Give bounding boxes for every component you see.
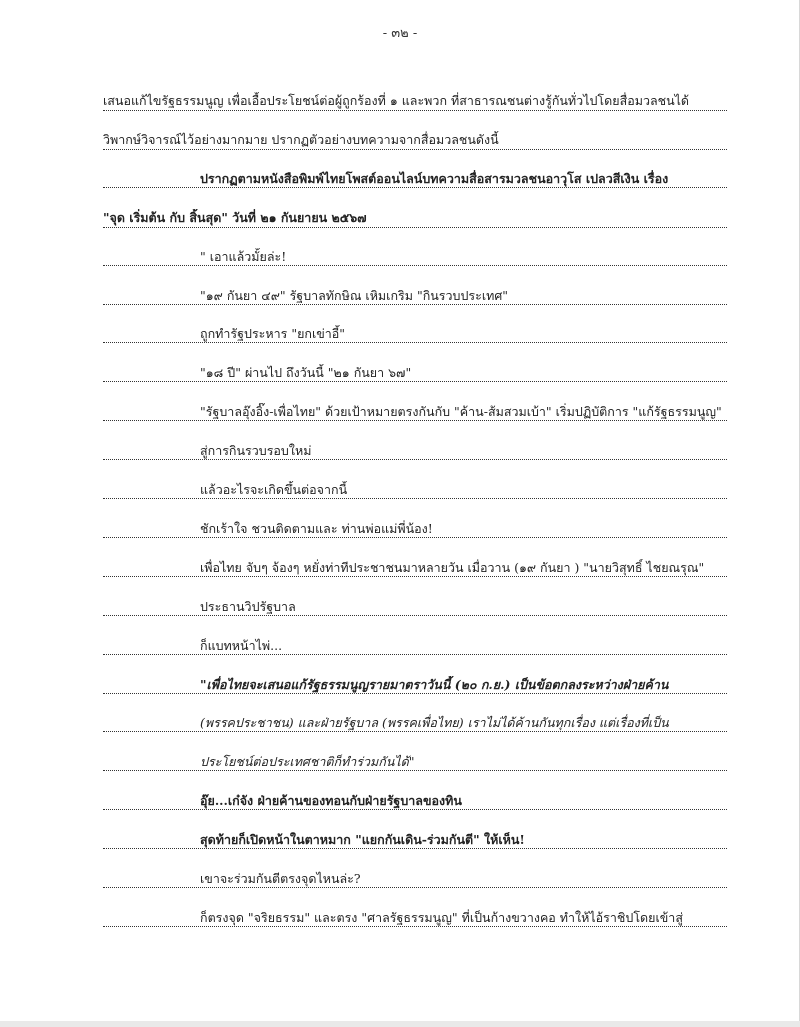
text-line-content: แล้วอะไรจะเกิดขึ้นต่อจากนี้ [200,482,348,497]
text-line [103,403,727,421]
text-line-content: " เอาแล้วมั้ยล่ะ! [200,248,287,264]
text-line [103,520,727,538]
text-line-content: วิพากษ์วิจารณ์ไว้อย่างมากมาย ปรากฏตัวอย่างบทความจากสื่อมวลชนดังนี้ [103,131,499,147]
text-line [103,831,727,849]
text-line [103,676,727,694]
text-line [103,870,727,888]
text-line-content: "รัฐบาลอุ๊งอิ๊ง-เพื่อไทย" ด้วยเป้าหมายตรงกันกับ "ค้าน-ส้มสวมเบ้า" เริ่มปฏิบัติการ "แก้รัฐธรรมนูญ" [200,404,722,420]
text-line [103,442,727,460]
text-line-content: ก็ตรงจุด "จริยธรรม" และตรง "ศาลรัฐธรรมนูญ" ที่เป็นก้างขวางคอ ทำให้ไอ้ราชิปโดยเข้าสู่ [200,909,683,925]
page-number: - ๓๒ - [382,26,418,41]
text-line [103,637,727,655]
text-line [103,131,727,150]
text-line [103,598,727,616]
text-line [103,481,727,499]
text-line-content: ประธานวิปรัฐบาล [200,598,296,614]
text-line-content: เสนอแก้ไขรัฐธรรมนูญ เพื่อเอื้อประโยชน์ต่อผู้ถูกร้องที่ ๑ และพวก ที่สาธารณชนต่างรู้กันทั่วไปโดยสื่อมวลชนได้ [103,93,690,108]
text-line-content: เพื่อไทย จับๆ จ้องๆ หยั่งท่าทีประชาชนมาหลายวัน เมื่อวาน (๑๙ กันยา ) "นายวิสุทธิ์ ไชยณรุณ" [200,559,705,575]
text-line-content: ชักเร้าใจ ชวนติดตามและ ท่านพ่อแม่พี่น้อง! [200,520,433,536]
text-line [103,909,727,927]
text-line [103,92,727,111]
page-footer-bar [0,1021,800,1027]
text-line [103,559,727,577]
text-line-content: เขาจะร่วมกันตีตรงจุดไหนล่ะ? [200,871,361,886]
text-line-content: "๑๙ กันยา ๔๙" รัฐบาลทักษิณ เหิมเกริม "กินรวบประเทศ" [200,287,509,303]
text-line [103,714,727,732]
text-line-content: "๑๘ ปี" ผ่านไป ถึงวันนี้ "๒๑ กันยา ๖๗" [200,365,412,381]
text-line [103,287,727,305]
text-line-content: ก็แบทหน้าไพ่... [200,637,283,653]
text-line-content: สู่การกินรวบรอบใหม่ [200,443,312,459]
text-line-content: ประโยชน์ต่อประเทศชาติก็ทำร่วมกันได้" [200,754,415,770]
text-line [103,170,727,188]
text-line-content: สุดท้ายก็เปิดหน้าในตาหมาก "แยกกันเดิน-ร่วมกันตี" ให้เห็น! [200,832,525,848]
text-line [103,792,727,810]
text-line-content: "จุด เริ่มต้น กับ สิ้นสุด" วันที่ ๒๑ กันยายน ๒๕๖๗ [103,209,367,225]
text-line [103,325,727,343]
text-line-content: อุ๊ย...เก๋จัง ฝ่ายค้านของทอนกับฝ่ายรัฐบาลของทิน [200,793,462,809]
text-line-content: ถูกทำรัฐประหาร "ยกเข่าอี้" [200,326,346,342]
text-line [103,248,727,266]
text-line-content: ปรากฏตามหนังสือพิมพ์ไทยโพสต์ออนไลน์บทความสื่อสารมวลชนอาวุโส เปลวสีเงิน เรื่อง [200,170,669,186]
text-line [103,209,727,228]
text-line-content: (พรรคประชาชน) และฝ่ายรัฐบาล (พรรคเพื่อไทย) เราไม่ได้ค้านกันทุกเรื่อง แต่เรื่องที่เป็น [200,715,669,731]
text-line-content: "เพื่อไทยจะเสนอแก้รัฐธรรมนูญรายมาตราวันนี้ (๒๐ ก.ย.) เป็นข้อตกลงระหว่างฝ่ายค้าน [200,676,669,692]
text-line [103,364,727,382]
text-line [103,753,727,771]
